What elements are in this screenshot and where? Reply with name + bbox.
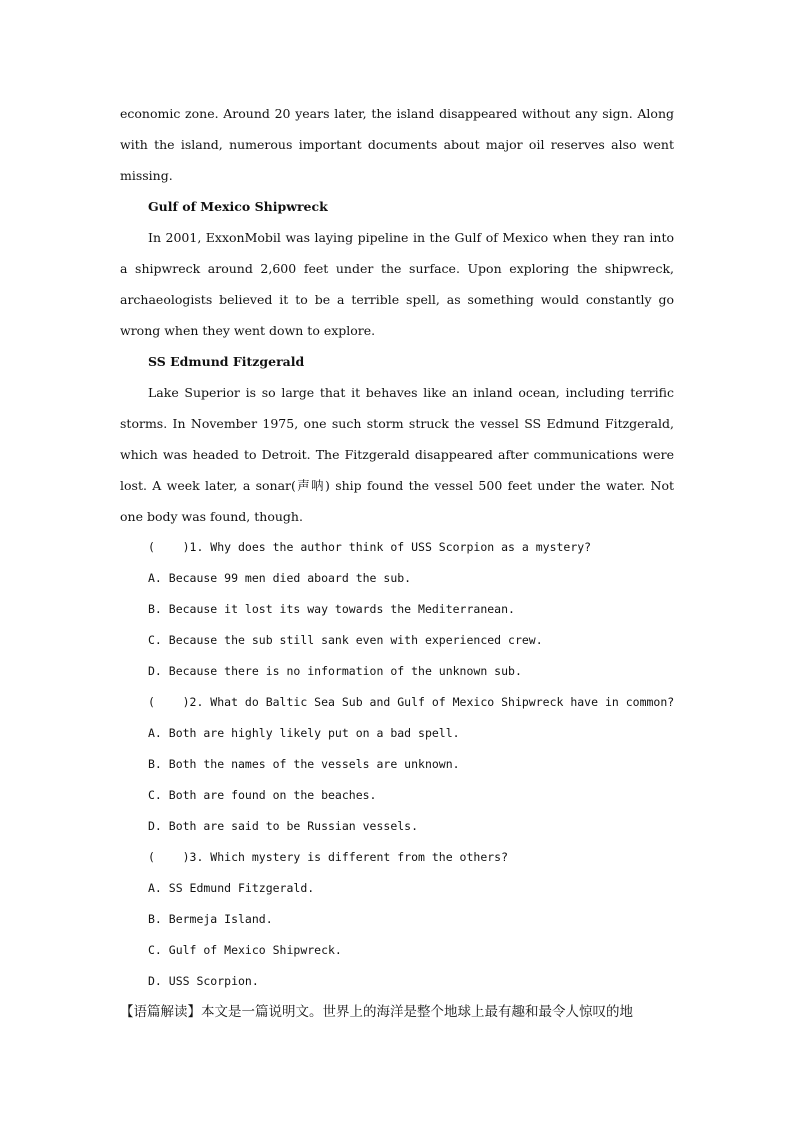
question-2-option-a: A. Both are highly likely put on a bad spell. (148, 726, 460, 740)
question-3-option-d: D. USS Scorpion. (148, 974, 259, 988)
section-body-gulf: In 2001, ExxonMobil was laying pipeline in the Gulf of Mexico when they ran into a shipwreck around 2,600 feet under the surface. Upon exploring the shipwreck, archaeologists believed it to be a terrible spell, as something would constantly go wrong when they went down to explore. (120, 230, 674, 338)
question-1-option-a: A. Because 99 men died aboard the sub. (148, 571, 412, 585)
section-heading-gulf: Gulf of Mexico Shipwreck (148, 199, 328, 214)
passage-analysis: 【语篇解读】本文是一篇说明文。世界上的海洋是整个地球上最有趣和最令人惊叹的地 (120, 1004, 633, 1020)
document-page (120, 98, 674, 1028)
question-1-stem: ( )1. Why does the author think of USS Scorpion as a mystery? (148, 540, 592, 554)
section-body-fitzgerald: Lake Superior is so large that it behaves like an inland ocean, including terrific storms. In November 1975, one such storm struck the vessel SS Edmund Fitzgerald, which was headed to Detroit. The Fitzgerald disappeared after communications were lost. A week later, a sonar(声呐) ship found the vessel 500 feet under the water. Not one body was found, though. (120, 385, 674, 524)
question-3-option-a: A. SS Edmund Fitzgerald. (148, 881, 315, 895)
question-1-option-d: D. Because there is no information of the unknown sub. (148, 664, 522, 678)
intro-paragraph: economic zone. Around 20 years later, the island disappeared without any sign. Along with the island, numerous important documents about major oil reserves also went missing. (120, 106, 674, 183)
question-2-option-c: C. Both are found on the beaches. (148, 788, 377, 802)
question-2-option-b: B. Both the names of the vessels are unknown. (148, 757, 460, 771)
question-3-stem: ( )3. Which mystery is different from the others? (148, 850, 509, 864)
question-1-option-c: C. Because the sub still sank even with experienced crew. (148, 633, 543, 647)
question-3-option-c: C. Gulf of Mexico Shipwreck. (148, 943, 342, 957)
question-3-option-b: B. Bermeja Island. (148, 912, 273, 926)
question-2-option-d: D. Both are said to be Russian vessels. (148, 819, 419, 833)
section-heading-fitzgerald: SS Edmund Fitzgerald (148, 354, 305, 369)
question-2-stem: ( )2. What do Baltic Sea Sub and Gulf of Mexico Shipwreck have in common? (148, 695, 675, 709)
question-1-option-b: B. Because it lost its way towards the Mediterranean. (148, 602, 515, 616)
